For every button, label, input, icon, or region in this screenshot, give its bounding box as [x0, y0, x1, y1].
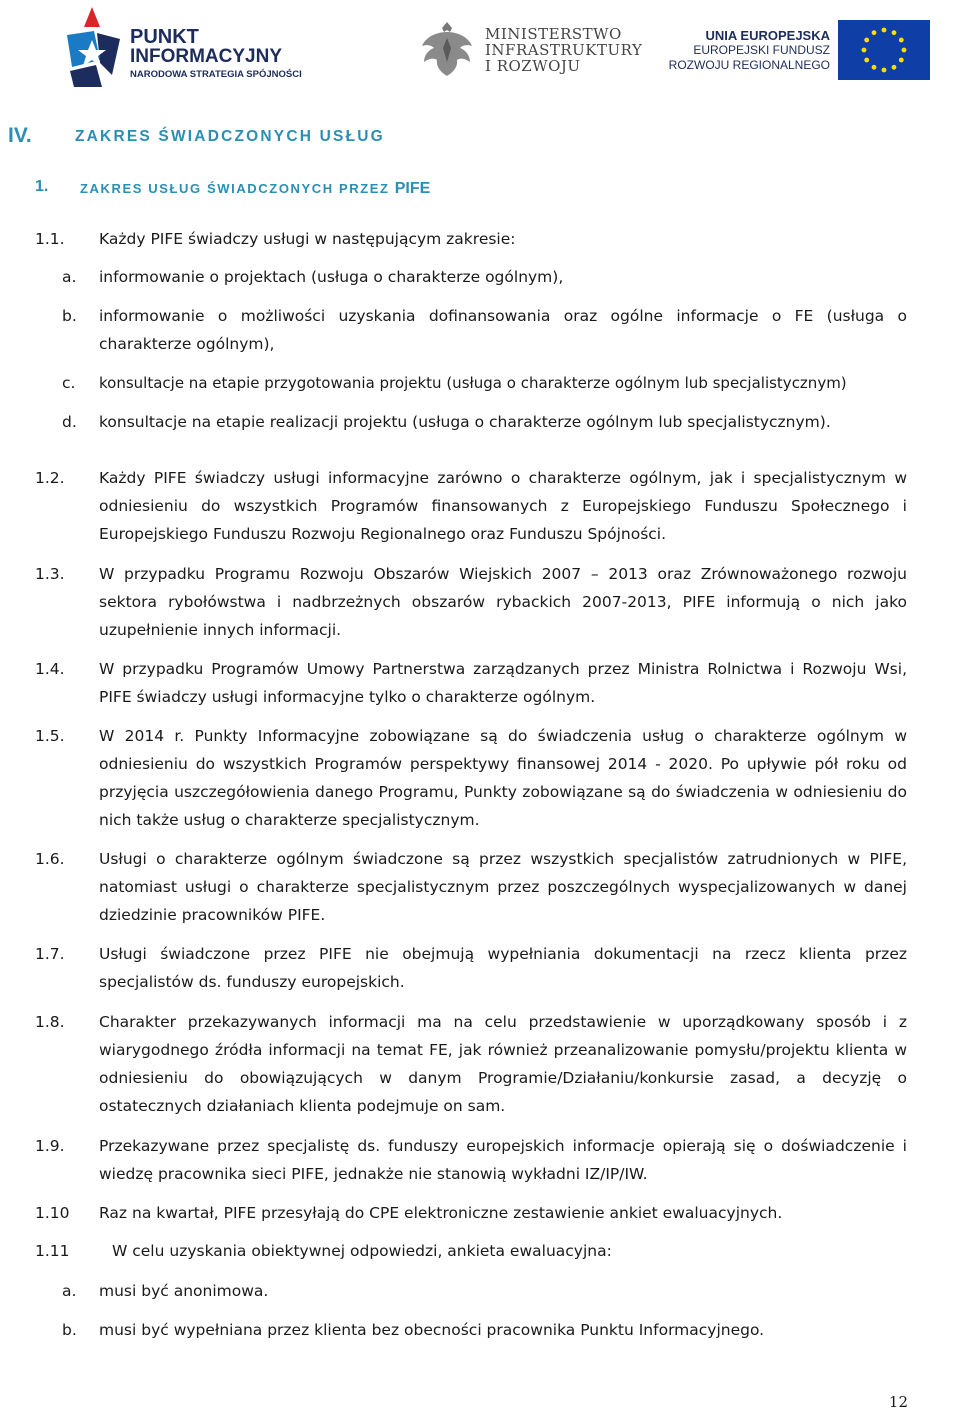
para-1-4-text: W przypadku Programów Umowy Partnerstwa zarządzanych przez Ministra Rolnictwa i Rozwoju Wsi, PIFE świadczy usługi informacyjne tylko o charakterze ogólnym.	[99, 660, 907, 706]
para-1-6-number: 1.6.	[35, 850, 65, 868]
subsection-number: 1.	[35, 178, 49, 195]
para-1-9-number: 1.9.	[35, 1137, 65, 1155]
para-1-11-number: 1.11	[35, 1242, 70, 1260]
list-item-text: musi być anonimowa.	[99, 1282, 269, 1300]
para-1-10-text: Raz na kwartał, PIFE przesyłają do CPE elektroniczne zestawienie ankiet ewaluacyjnych.	[99, 1204, 783, 1222]
logo2-line2: INFRASTRUKTURY	[485, 41, 643, 59]
para-1-10-number: 1.10	[35, 1204, 70, 1222]
list-item-text: informowanie o projektach (usługa o charakterze ogólnym),	[99, 268, 564, 286]
list-item-text: konsultacje na etapie przygotowania projektu (usługa o charakterze ogólnym lub specjalistycznym)	[99, 374, 847, 392]
list-item-letter: d.	[62, 413, 77, 431]
logo3-line3: ROZWOJU REGIONALNEGO	[668, 58, 830, 72]
para-1-1-text: Każdy PIFE świadczy usługi w następującym zakresie:	[99, 230, 516, 248]
list-item-text: konsultacje na etapie realizacji projektu (usługa o charakterze ogólnym lub specjalistycznym).	[99, 413, 831, 431]
section-number: IV.	[8, 124, 32, 147]
para-1-1-number: 1.1.	[35, 230, 65, 248]
para-1-9-text: Przekazywane przez specjalistę ds. funduszy europejskich informacje opierają się o doświadczenie i wiedzę pracownika sieci PIFE, jednakże nie stanowią wykładni IZ/IP/IW.	[99, 1137, 907, 1183]
para-1-11-text: W celu uzyskania obiektywnej odpowiedzi, ankieta ewaluacyjna:	[112, 1242, 612, 1260]
para-1-2-text: Każdy PIFE świadczy usługi informacyjne zarówno o charakterze ogólnym, jak i specjalistycznym w odniesieniu do wszystkich Programów finansowanych z Europejskiego Funduszu Społecznego i Europejskiego Funduszu Rozwoju Regionalnego oraz Funduszu Spójności.	[99, 469, 907, 543]
para-1-7-text: Usługi świadczone przez PIFE nie obejmują wypełniania dokumentacji na rzecz klienta przez specjalistów ds. funduszy europejskich.	[99, 945, 907, 991]
logo1-line1: PUNKT	[130, 26, 199, 48]
para-1-3-text: W przypadku Programu Rozwoju Obszarów Wiejskich 2007 – 2013 oraz Zrównoważonego rozwoju sektora rybołówstwa i nadbrzeżnych obszarów rybackich 2007-2013, PIFE informują o nich jako uzupełnienie innych informacji.	[99, 565, 907, 639]
para-1-8-number: 1.8.	[35, 1013, 65, 1031]
eagle-emblem-icon	[418, 18, 476, 80]
page-number: 12	[888, 1393, 908, 1411]
logo1-line2: INFORMACYJNY	[130, 46, 283, 67]
para-1-4-number: 1.4.	[35, 660, 65, 678]
para-1-3-number: 1.3.	[35, 565, 65, 583]
logo3-line1: UNIA EUROPEJSKA	[705, 28, 830, 43]
logo2-line1: MINISTERSTWO	[485, 25, 622, 43]
para-1-5-number: 1.5.	[35, 727, 65, 745]
list-item-letter: a.	[62, 268, 77, 286]
subsection-title-prefix: ZAKRES USŁUG ŚWIADCZONYCH PRZEZ	[80, 181, 390, 196]
para-1-8-text: Charakter przekazywanych informacji ma na celu przedstawienie w uporządkowany sposób i z wiarygodnego źródła informacji na temat FE, jak również przeanalizowanie pomysłu/projektu klienta w odniesieniu do obowiązujących w danym Programie/Działaniu/konkursie zasad, a decyzję o ostatecznych działaniach klienta podejmuje on sam.	[99, 1013, 907, 1115]
para-1-7-number: 1.7.	[35, 945, 65, 963]
list-item-text: musi być wypełniana przez klienta bez obecności pracownika Punktu Informacyjnego.	[99, 1321, 765, 1339]
list-item-letter: a.	[62, 1282, 77, 1300]
logo2-line3: I ROZWOJU	[485, 57, 581, 75]
para-1-2-number: 1.2.	[35, 469, 65, 487]
subsection-title	[80, 178, 430, 198]
list-item-letter: b.	[62, 307, 77, 325]
punkt-informacyjny-emblem-icon	[62, 5, 122, 90]
para-1-6-text: Usługi o charakterze ogólnym świadczone są przez wszystkich specjalistów zatrudnionych w PIFE, natomiast usługi o charakterze specjalistycznym przez poszczególnych wyspecjalizowanych w danej dziedzinie pracowników PIFE.	[99, 850, 907, 924]
header-logos	[0, 0, 960, 95]
logo3-line2: EUROPEJSKI FUNDUSZ	[693, 43, 830, 57]
list-item-text: informowanie o możliwości uzyskania dofinansowania oraz ogólne informacje o FE (usługa o charakterze ogólnym),	[99, 307, 907, 353]
list-item-letter: b.	[62, 1321, 77, 1339]
logo1-line3: NARODOWA STRATEGIA SPÓJNOŚCI	[130, 69, 302, 80]
para-1-5-text: W 2014 r. Punkty Informacyjne zobowiązane są do świadczenia usług o charakterze ogólnym w odniesieniu do wszystkich Programów perspektywy finansowej 2014 - 2020. Po upływie pół roku od przyjęcia uszczegółowienia danego Programu, Punkty zobowiązane są do świadczenia w odniesieniu do nich także usług o charakterze specjalistycznym.	[99, 727, 907, 829]
eu-flag-icon	[838, 20, 930, 80]
list-item-letter: c.	[62, 374, 76, 392]
subsection-title-suffix: PIFE	[394, 180, 431, 197]
section-title: ZAKRES ŚWIADCZONYCH USŁUG	[75, 128, 385, 145]
